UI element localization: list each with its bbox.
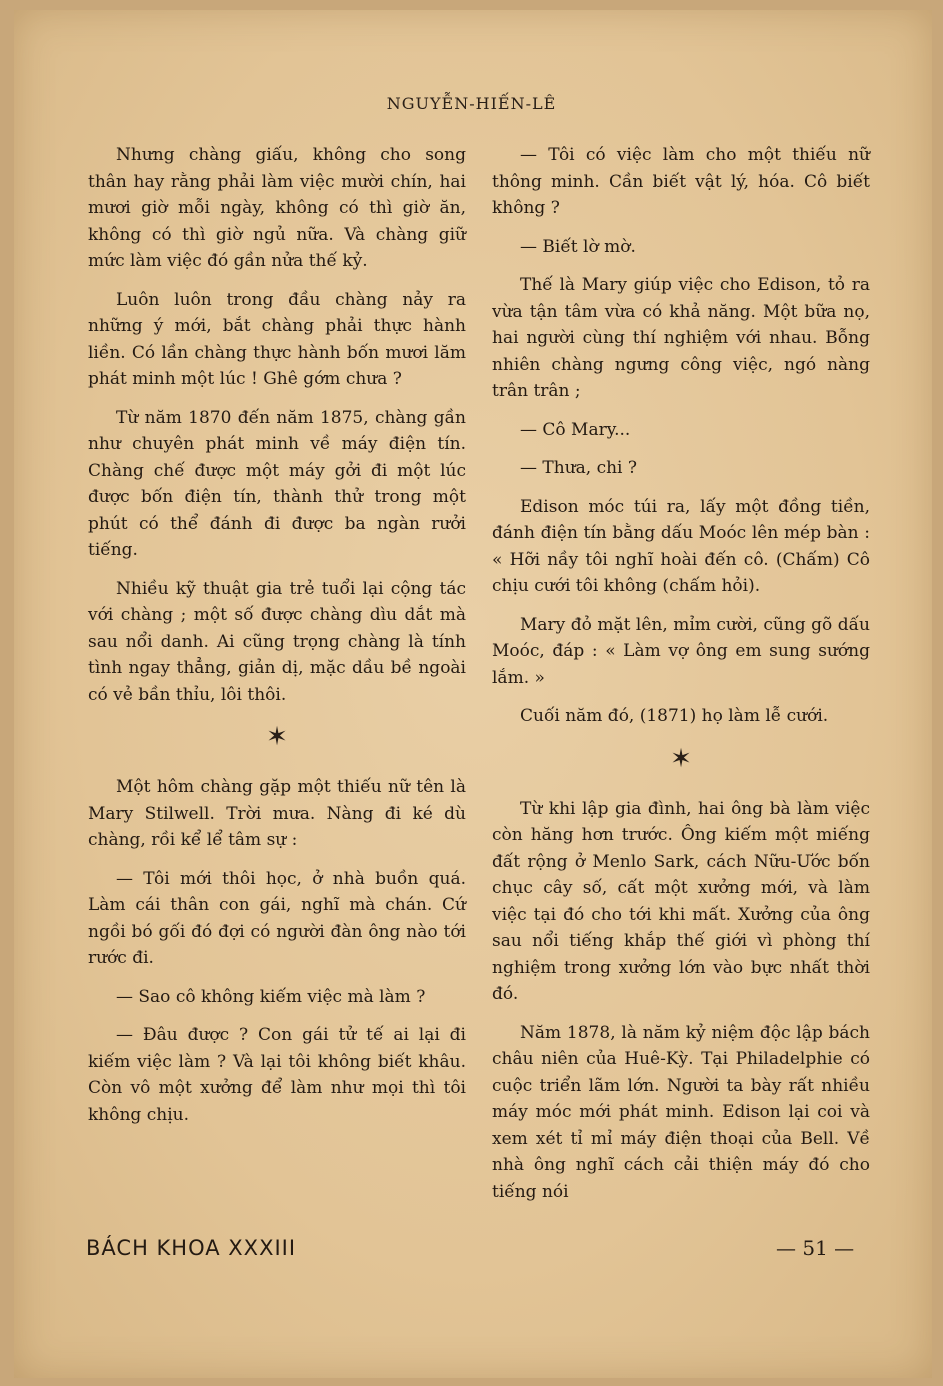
magazine-title: BÁCH KHOA XXXIII [86,1236,297,1260]
section-divider-star-icon: ✶ [266,722,288,752]
right-column [492,142,870,1217]
paragraph: Edison móc túi ra, lấy một đồng tiền, đánh điện tín bằng dấu Moóc lên mép bàn : « Hỡi nầy tôi nghĩ hoài đến cô. (Chấm) Cô chịu cưới tôi không (chấm hỏi). [492,496,870,596]
paragraph: Cuối năm đó, (1871) họ làm lễ cưới. [520,706,829,726]
paragraph: — Đâu được ? Con gái tử tế ai lại đi kiếm việc làm ? Và lại tôi không biết khâu. Còn vô một xưởng để làm như mọi thì tôi không chịu. [88,1025,466,1125]
paragraph: Thế là Mary giúp việc cho Edison, tỏ ra vừa tận tâm vừa có khả năng. Một bữa nọ, hai người cùng thí nghiệm với nhau. Bỗng nhiên chàng ngưng công việc, ngó nàng trân trân ; [492,275,870,401]
page-number: — 51 — [776,1236,855,1260]
paragraph: — Biết lờ mờ. [520,236,636,257]
paragraph: Năm 1878, là năm kỷ niệm độc lập bách châu niên của Huê-Kỳ. Tại Philadelphie có cuộc triển lãm lớn. Người ta bày rất nhiều máy móc mới phát minh. Edison lại coi và xem xét tỉ mỉ máy điện thoại của Bell. Về nhà ông nghĩ cách cải thiện máy đó cho tiếng nói [492,1022,870,1202]
paragraph: — Tôi có việc làm cho một thiếu nữ thông minh. Cần biết vật lý, hóa. Cô biết không ? [492,145,870,218]
running-head: NGUYỄN-HIẾN-LÊ [386,94,557,113]
paragraph: Từ khi lập gia đình, hai ông bà làm việc còn hăng hơn trước. Ông kiếm một miếng đất rộng ở Menlo Sark, cách Nữu-Ước bốn chục cây số, cất một xưởng mới, và làm việc tại đó cho tới khi mất. Xưởng của ông sau nổi tiếng khắp thế giới vì phòng thí nghiệm trong xưởng lớn vào bực nhất thời đó. [492,798,870,1004]
paragraph: — Sao cô không kiếm việc mà làm ? [116,986,426,1007]
paragraph: — Cô Mary... [520,419,631,440]
paragraph: — Tôi mới thôi học, ở nhà buồn quá. Làm cái thân con gái, nghĩ mà chán. Cứ ngồi bó gối đó đợi có người đàn ông nào tới rước đi. [88,868,466,968]
paragraph: Một hôm chàng gặp một thiếu nữ tên là Mary Stilwell. Trời mưa. Nàng đi ké dù chàng, rồi kể lể tâm sự : [88,777,466,850]
paragraph: — Thưa, chi ? [520,458,638,478]
paragraph: Mary đỏ mặt lên, mỉm cười, cũng gõ dấu Moóc, đáp : « Làm vợ ông em sung sướng lắm. » [492,614,870,688]
paragraph: Nhiều kỹ thuật gia trẻ tuổi lại cộng tác với chàng ; một số được chàng dìu dắt mà sau nổi danh. Ai cũng trọng chàng là tính tình ngay thẳng, giản dị, mặc dầu bề ngoài có vẻ bần thỉu, lôi thôi. [88,578,466,705]
section-divider-star-icon: ✶ [670,743,692,774]
paragraph: Luôn luôn trong đầu chàng nảy ra những ý mới, bắt chàng phải thực hành liền. Có lần chàng thực hành bốn mươi lăm phát minh một lúc ! Ghê gớm chưa ? [88,289,466,389]
paragraph: Từ năm 1870 đến năm 1875, chàng gần như chuyên phát minh về máy điện tín. Chàng chế được một máy gởi đi một lúc được bốn điện tín, thành thử trong một phút có thể đánh đi được ba ngàn rưởi tiếng. [88,407,466,560]
paragraph: Nhưng chàng giấu, không cho song thân hay rằng phải làm việc mười chín, hai mươi giờ mỗi ngày, không có thì giờ ăn, không có thì giờ ngủ nữa. Và chàng giữ mức làm việc đó gần nửa thế kỷ. [88,145,466,271]
left-column [88,142,466,1140]
